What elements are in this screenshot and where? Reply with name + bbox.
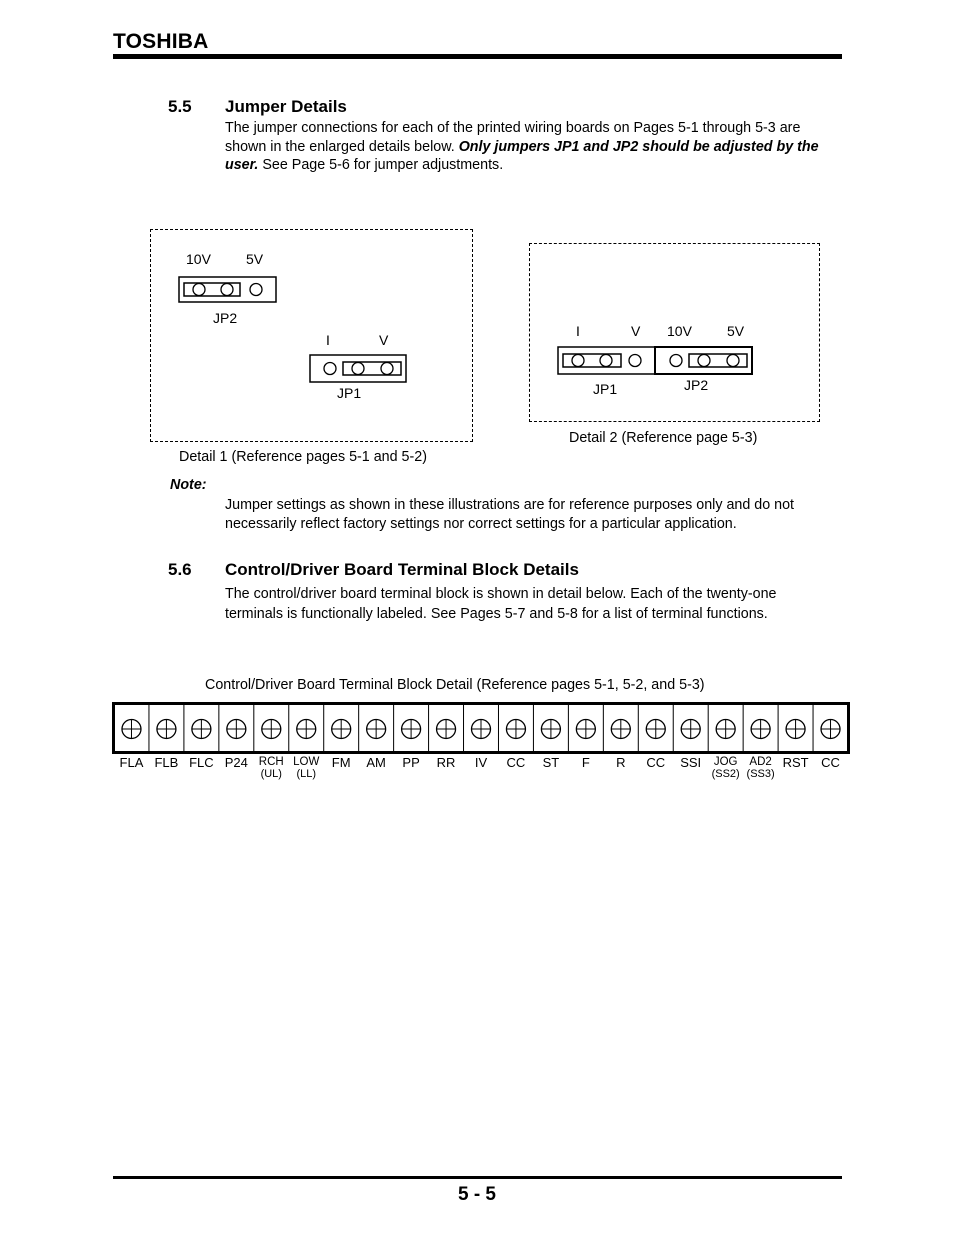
terminal-alt-name: (UL) bbox=[260, 768, 282, 780]
terminal-screw-icon bbox=[297, 720, 316, 739]
detail-2-10v-label: 10V bbox=[667, 323, 692, 339]
terminal-name: R bbox=[616, 755, 626, 770]
terminal-screw-icon bbox=[786, 720, 805, 739]
detail-2-caption: Detail 2 (Reference page 5-3) bbox=[569, 430, 758, 446]
terminal-name: AD2 bbox=[749, 756, 772, 768]
terminal-name: P24 bbox=[224, 755, 248, 770]
terminal-screw-icon bbox=[716, 720, 735, 739]
section-paragraph: The control/driver board terminal block is shown in detail below. Each of the twenty-one terminals is functionally labeled. See Pages 5-7 and 5-8 for a list of terminal functions. bbox=[225, 586, 777, 622]
terminal-screw-icon bbox=[646, 720, 665, 739]
terminal-name: CC bbox=[821, 755, 840, 770]
terminal-name: PP bbox=[402, 755, 420, 770]
terminal-screw-icon bbox=[227, 720, 246, 739]
terminal-screw-icon bbox=[751, 720, 770, 739]
terminal-alt-name: (SS2) bbox=[711, 768, 740, 780]
terminal-name: JOG bbox=[713, 756, 738, 768]
note-label: Note: bbox=[170, 477, 207, 493]
section-number: 5.6 bbox=[168, 560, 192, 579]
paragraph-text: The jumper connections for each of the printed wiring boards on Pages 5-1 through 5-3 are shown in the enlarged details below. bbox=[225, 120, 801, 155]
jp1-name-label: JP1 bbox=[337, 385, 362, 401]
terminal-name: LOW bbox=[293, 756, 320, 768]
jp1-i-label: I bbox=[326, 332, 330, 348]
terminal-name: RST bbox=[782, 755, 809, 770]
footer-rule bbox=[113, 1176, 842, 1179]
terminal-alt-name: (LL) bbox=[296, 768, 316, 780]
jp1-v-label: V bbox=[379, 332, 389, 348]
terminal-screw-icon bbox=[541, 720, 560, 739]
terminal-alt-name: (SS3) bbox=[746, 768, 775, 780]
jp2-5v-label: 5V bbox=[246, 251, 264, 267]
terminal-name: RR bbox=[436, 755, 456, 770]
page-number: 5 - 5 bbox=[457, 1184, 497, 1205]
terminal-screw-icon bbox=[576, 720, 595, 739]
terminal-screw-icon bbox=[262, 720, 281, 739]
jp2-jumper-diagram bbox=[178, 276, 278, 304]
detail-2-jumper-diagram bbox=[557, 346, 755, 376]
terminal-label bbox=[809, 756, 852, 769]
terminal-block-caption: Control/Driver Board Terminal Block Detail (Reference pages 5-1, 5-2, and 5-3) bbox=[205, 677, 705, 693]
terminal-name: CC bbox=[506, 755, 526, 770]
terminal-name: SSI bbox=[680, 755, 702, 770]
terminal-screw-icon bbox=[192, 720, 211, 739]
detail-2-5v-label: 5V bbox=[727, 323, 745, 339]
terminal-name: AM bbox=[366, 755, 386, 770]
jp1-jumper-diagram bbox=[309, 354, 409, 384]
terminal-name: RCH bbox=[258, 756, 284, 768]
terminal-screw-icon bbox=[332, 720, 351, 739]
jp2-name-label: JP2 bbox=[213, 310, 238, 326]
terminal-name: FLB bbox=[154, 755, 179, 770]
terminal-name: FLC bbox=[189, 755, 214, 770]
section-title: Control/Driver Board Terminal Block Details bbox=[225, 560, 579, 579]
terminal-name: IV bbox=[474, 755, 488, 770]
terminal-name: ST bbox=[542, 755, 560, 770]
terminal-screw-icon bbox=[611, 720, 630, 739]
terminal-screw-icon bbox=[122, 720, 141, 739]
detail-1-caption: Detail 1 (Reference pages 5-1 and 5-2) bbox=[179, 449, 427, 465]
terminal-screw-icon bbox=[402, 720, 421, 739]
detail-2-i-label: I bbox=[576, 323, 580, 339]
terminal-block-diagram bbox=[112, 702, 850, 754]
header-rule bbox=[113, 54, 842, 59]
terminal-name: F bbox=[581, 755, 590, 770]
terminal-name: FLA bbox=[119, 755, 144, 770]
terminal-screw-icon bbox=[506, 720, 525, 739]
terminal-name: FM bbox=[331, 755, 351, 770]
detail-2-jp2-label: JP2 bbox=[684, 377, 709, 393]
section-number: 5.5 bbox=[168, 97, 192, 116]
jp2-10v-label: 10V bbox=[186, 251, 211, 267]
detail-2-v-label: V bbox=[631, 323, 641, 339]
section-paragraph bbox=[225, 119, 825, 175]
brand-logo: TOSHIBA bbox=[113, 30, 209, 53]
terminal-screw-icon bbox=[367, 720, 386, 739]
terminal-screw-icon bbox=[437, 720, 456, 739]
section-title: Jumper Details bbox=[225, 97, 347, 116]
note-text: Jumper settings as shown in these illustrations are for reference purposes only and do not necessarily reflect factory settings nor correct settings for a particular application. bbox=[225, 497, 795, 532]
terminal-name: CC bbox=[646, 755, 666, 770]
terminal-screw-icon bbox=[157, 720, 176, 739]
terminal-screw-icon bbox=[681, 720, 700, 739]
paragraph-emphasis: Only jumpers JP1 and JP2 should be adjusted by the user. bbox=[225, 138, 819, 173]
terminal-labels bbox=[112, 756, 850, 788]
terminal-screw-icon bbox=[472, 720, 491, 739]
terminal-screw-icon bbox=[821, 720, 840, 739]
paragraph-text: See Page 5-6 for jumper adjustments. bbox=[262, 157, 504, 173]
detail-2-jp1-label: JP1 bbox=[593, 381, 618, 397]
